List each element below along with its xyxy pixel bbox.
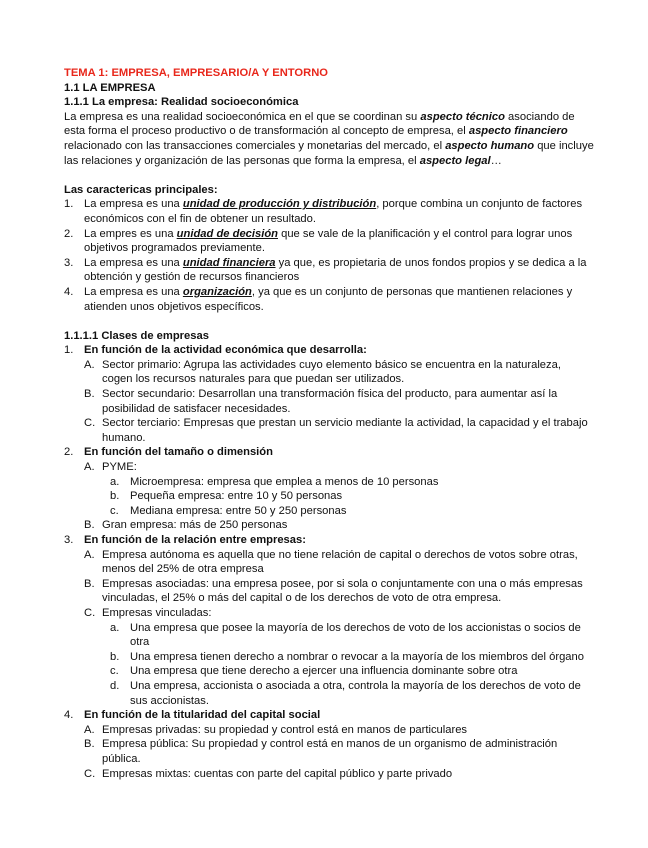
item-text: Empresas mixtas: cuentas con parte del capital público y parte privado bbox=[102, 767, 453, 780]
feature-text: La empresa es una bbox=[84, 285, 183, 298]
class-category bbox=[64, 708, 594, 723]
item-text: Empresa autónoma es aquella que no tiene relación de capital o derechos de votos sobre otras, menos del 25% de otra empresa bbox=[102, 548, 578, 576]
category-title: En función del tamaño o dimensión bbox=[84, 446, 273, 459]
list-letter: A. bbox=[84, 548, 95, 561]
item-text: Gran empresa: más de 250 personas bbox=[102, 519, 288, 532]
sub-list-item bbox=[64, 621, 594, 650]
list-number: 3. bbox=[64, 256, 74, 269]
list-letter: c. bbox=[110, 504, 119, 517]
intro-text-1: La empresa es una realidad socioeconómica en el que se coordinan su bbox=[64, 110, 421, 123]
feature-text: La empresa es una bbox=[84, 256, 183, 269]
feature-emphasis: unidad de producción y distribución bbox=[182, 198, 377, 211]
sub-list-item bbox=[64, 650, 594, 665]
item-text: Una empresa tienen derecho a nombrar o revocar a la mayoría de los miembros del órgano bbox=[130, 650, 584, 663]
list-item bbox=[64, 737, 594, 766]
intro-paragraph bbox=[64, 110, 594, 168]
list-letter: B. bbox=[84, 577, 95, 590]
intro-text-5: … bbox=[490, 154, 502, 167]
item-text: PYME: bbox=[102, 461, 137, 474]
list-item bbox=[64, 577, 594, 606]
list-number: 1. bbox=[64, 198, 74, 211]
list-item bbox=[64, 518, 594, 533]
item-text: Sector primario: Agrupa las actividades cuyo elemento básico se encuentra en la naturaleza, cogen los recursos naturales para que puedan ser utilizados. bbox=[102, 358, 561, 386]
list-letter: B. bbox=[84, 738, 95, 751]
sub-list-item bbox=[64, 504, 594, 519]
item-text: Sector terciario: Empresas que prestan un servicio mediante la actividad, la capacidad y el trabajo humano. bbox=[102, 417, 588, 444]
list-letter: a. bbox=[110, 475, 120, 488]
sub-list-item bbox=[64, 475, 594, 490]
list-letter: d. bbox=[110, 679, 120, 692]
section-heading: 1.1 LA EMPRESA bbox=[64, 81, 156, 94]
document-title: TEMA 1: EMPRESA, EMPRESARIO/A Y ENTORNO bbox=[64, 67, 328, 79]
intro-emphasis-1: aspecto técnico bbox=[420, 110, 505, 123]
list-number: 4. bbox=[64, 285, 74, 298]
list-number: 3. bbox=[64, 534, 74, 546]
list-item bbox=[64, 548, 594, 577]
intro-emphasis-3: aspecto humano bbox=[445, 139, 535, 152]
list-letter: C. bbox=[84, 767, 96, 780]
feature-item bbox=[64, 197, 594, 226]
intro-text-2: asociando de esta forma el proceso productivo o de transformación al concepto de empresa, el bbox=[64, 110, 575, 138]
feature-text: , ya que es un conjunto de personas que mantienen relaciones y atienden unos objetivos específicos. bbox=[84, 285, 573, 313]
item-text: Empresas vinculadas: bbox=[102, 606, 212, 619]
item-text: Empresa pública: Su propiedad y control está en manos de un organismo de administración pública. bbox=[102, 738, 558, 765]
list-letter: a. bbox=[110, 621, 120, 634]
feature-text: que se vale de la planificación y el control para lograr unos objetivos programados previamente. bbox=[84, 227, 573, 255]
intro-emphasis-4: aspecto legal bbox=[419, 154, 491, 167]
class-category bbox=[64, 445, 594, 460]
item-text: Microempresa: empresa que emplea a menos de 10 personas bbox=[130, 475, 439, 488]
list-item bbox=[64, 387, 594, 416]
feature-text: , porque combina un conjunto de factores económicos con el fin de obtener un resultado. bbox=[84, 198, 583, 225]
class-category bbox=[64, 343, 594, 358]
list-letter: A. bbox=[84, 723, 95, 736]
sub-list-item bbox=[64, 664, 594, 679]
feature-text: La empresa es una bbox=[84, 198, 183, 211]
feature-emphasis: organización bbox=[182, 285, 252, 298]
intro-emphasis-2: aspecto financiero bbox=[468, 125, 568, 138]
list-item bbox=[64, 358, 594, 387]
category-title: En función de la titularidad del capital social bbox=[84, 709, 321, 722]
list-item bbox=[64, 416, 594, 445]
feature-item bbox=[64, 256, 594, 285]
feature-emphasis: unidad de decisión bbox=[176, 227, 278, 240]
list-item bbox=[64, 460, 594, 475]
list-letter: A. bbox=[84, 358, 95, 371]
item-text: Mediana empresa: entre 50 y 250 personas bbox=[130, 504, 347, 517]
list-number: 2. bbox=[64, 446, 74, 459]
list-letter: C. bbox=[84, 606, 96, 619]
list-item bbox=[64, 606, 594, 621]
classes-heading: 1.1.1.1 Clases de empresas bbox=[64, 329, 209, 342]
feature-text: ya que, es propietaria de unos fondos propios y se dedica a la obtención y gestión de recursos financieros bbox=[84, 256, 587, 284]
feature-emphasis: unidad financiera bbox=[182, 256, 276, 269]
sub-list-item bbox=[64, 679, 594, 708]
item-text: Una empresa, accionista o asociada a otra, controla la mayoría de los derechos de voto de sus accionistas. bbox=[130, 679, 581, 707]
list-number: 2. bbox=[64, 227, 74, 240]
list-letter: C. bbox=[84, 417, 96, 430]
intro-text-4: que incluye las relaciones y organización de las personas que forma la empresa, el bbox=[64, 139, 594, 167]
item-text: Pequeña empresa: entre 10 y 50 personas bbox=[130, 490, 343, 503]
feature-item bbox=[64, 227, 594, 256]
item-text: Una empresa que tiene derecho a ejercer una influencia dominante sobre otra bbox=[130, 665, 518, 678]
list-letter: b. bbox=[110, 490, 120, 503]
features-heading: Las caractericas principales: bbox=[64, 183, 218, 196]
intro-text-3: relacionado con las transacciones comerciales y monetarias del mercado, el bbox=[64, 139, 446, 152]
list-item bbox=[64, 767, 594, 782]
list-item bbox=[64, 723, 594, 738]
item-text: Empresas privadas: su propiedad y control está en manos de particulares bbox=[102, 723, 468, 736]
list-letter: c. bbox=[110, 665, 119, 678]
list-number: 1. bbox=[64, 344, 74, 357]
list-letter: B. bbox=[84, 519, 95, 532]
document-page bbox=[64, 66, 594, 781]
sub-list-item bbox=[64, 489, 594, 504]
class-category bbox=[64, 533, 594, 548]
list-letter: B. bbox=[84, 388, 95, 401]
list-number: 4. bbox=[64, 709, 74, 722]
feature-item bbox=[64, 285, 594, 314]
item-text: Sector secundario: Desarrollan una transformación física del producto, para aumentar así la posibilidad de satisfacer necesidades. bbox=[102, 388, 558, 415]
category-title: En función de la relación entre empresas: bbox=[84, 534, 306, 546]
feature-text: La empres es una bbox=[84, 227, 177, 240]
item-text: Empresas asociadas: una empresa posee, por si sola o conjuntamente con una o más empresas vinculadas, el 25% o más del capital o de los derechos de voto de otra empresa. bbox=[102, 577, 583, 605]
item-text: Una empresa que posee la mayoría de los derechos de voto de los accionistas o socios de otra bbox=[130, 621, 581, 649]
list-letter: A. bbox=[84, 461, 95, 474]
category-title: En función de la actividad económica que desarrolla: bbox=[84, 344, 367, 357]
list-letter: b. bbox=[110, 650, 120, 663]
subsection-heading: 1.1.1 La empresa: Realidad socioeconómica bbox=[64, 96, 299, 109]
